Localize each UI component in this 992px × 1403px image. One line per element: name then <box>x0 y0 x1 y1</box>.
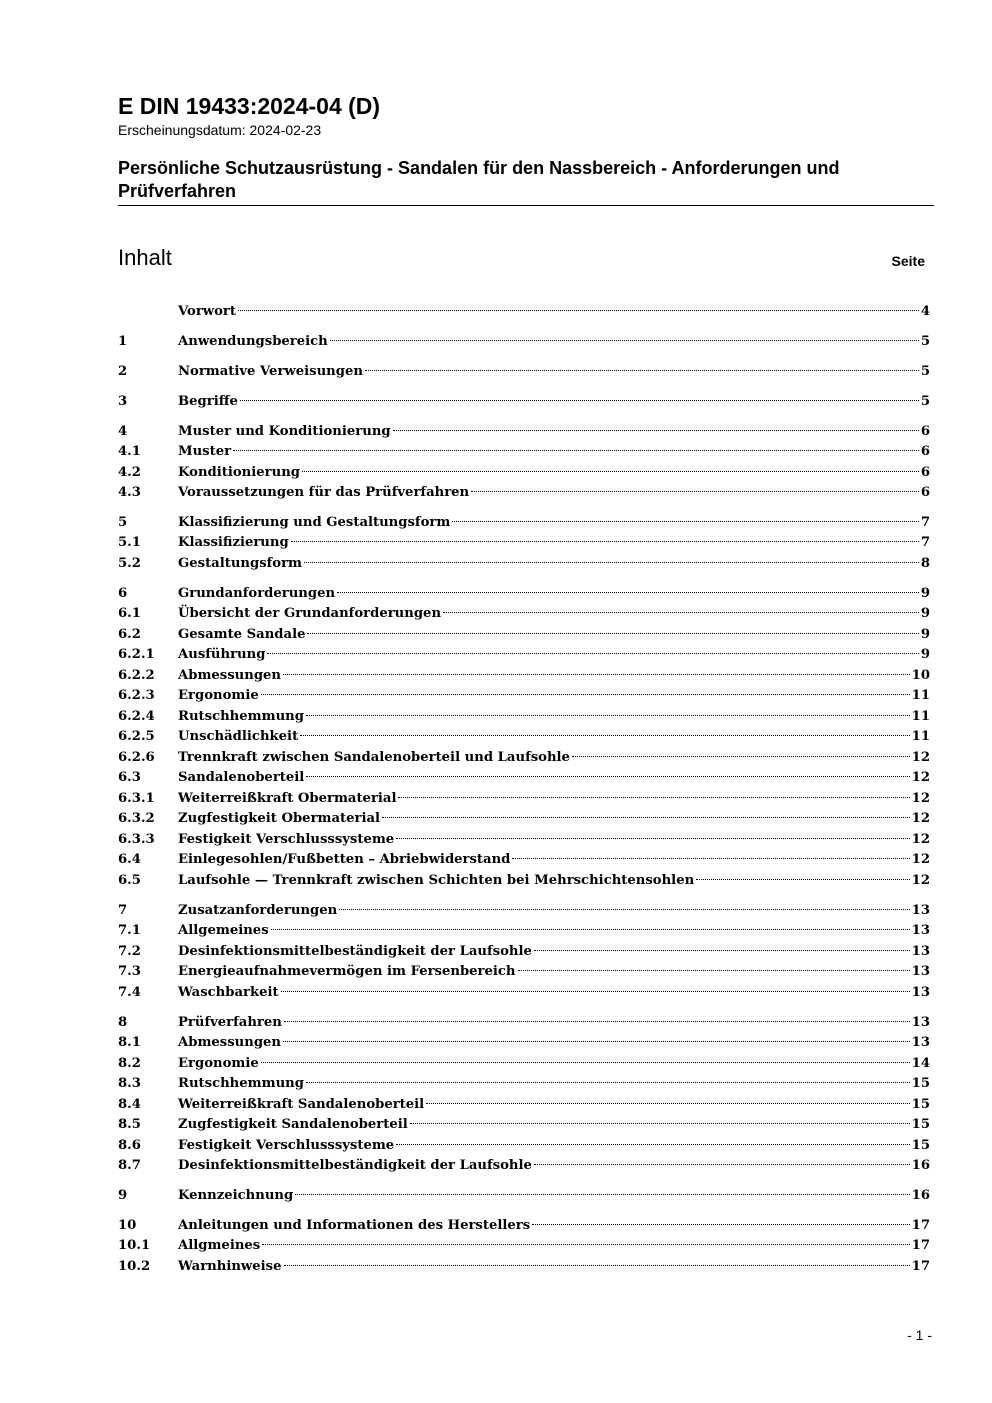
toc-entry-number: 6.3 <box>118 770 141 786</box>
toc-entry-number: 3 <box>118 393 128 409</box>
toc-entry-page: 7 <box>920 535 930 551</box>
toc-entry-title: Begriffe <box>178 393 238 409</box>
toc-entry-title: Vorwort <box>178 304 236 319</box>
toc-entry-title: Sandalenoberteil <box>178 770 305 786</box>
toc-entry-title: Zusatzanforderungen <box>178 902 338 918</box>
toc-dot-leader <box>284 1021 910 1022</box>
toc-entry-page: 6 <box>920 464 930 480</box>
toc-entry-title: Konditionierung <box>178 464 301 480</box>
toc-entry-number: 10.1 <box>118 1238 151 1254</box>
title-divider <box>118 205 934 206</box>
toc-dot-leader <box>262 1244 909 1245</box>
toc-entry-title: Allgemeines <box>178 923 269 939</box>
toc-entry-number: 6 <box>118 585 128 601</box>
toc-entry[interactable] <box>118 463 930 484</box>
toc-entry-title: Muster <box>178 444 232 460</box>
toc-entry[interactable] <box>118 422 930 443</box>
toc-entry-page: 16 <box>911 1188 930 1204</box>
toc-entry-number: 7 <box>118 902 128 918</box>
toc-entry-page: 5 <box>920 363 930 379</box>
toc-entry[interactable] <box>118 1236 930 1257</box>
toc-page-column-label: Seite <box>891 253 925 269</box>
toc-entry-number: 8.3 <box>118 1076 141 1092</box>
toc-dot-leader <box>534 1164 910 1165</box>
toc-entry[interactable] <box>118 1013 930 1034</box>
toc-entry-number: 6.2.2 <box>118 667 155 683</box>
toc-entry-page: 13 <box>911 964 930 980</box>
toc-entry-title: Klassifizierung <box>178 535 289 551</box>
toc-entry-page: 12 <box>911 872 930 888</box>
toc-dot-leader <box>471 491 919 492</box>
toc-dot-leader <box>426 1103 909 1104</box>
toc-dot-leader <box>396 838 909 839</box>
toc-entry-number: 6.2 <box>118 626 141 642</box>
toc-entry-number: 8.6 <box>118 1137 141 1153</box>
page-number: - 1 - <box>907 1327 932 1343</box>
toc-entry-number: 4.2 <box>118 464 141 480</box>
toc-entry-number: 7.2 <box>118 943 141 959</box>
toc-dot-leader <box>532 1224 910 1225</box>
toc-entry-number: 5 <box>118 514 128 530</box>
table-of-contents <box>118 302 930 1287</box>
toc-entry-number: 9 <box>118 1188 128 1204</box>
toc-entry-number: 8.4 <box>118 1096 141 1112</box>
toc-entry-number: 5.1 <box>118 535 141 551</box>
toc-entry[interactable] <box>118 666 930 687</box>
toc-entry-title: Unschädlichkeit <box>178 729 299 745</box>
toc-entry-page: 17 <box>911 1238 930 1254</box>
toc-entry-number: 1 <box>118 333 128 349</box>
document-id: E DIN 19433:2024-04 (D) <box>118 93 381 119</box>
toc-entry-page: 6 <box>920 444 930 460</box>
toc-entry-title: Ergonomie <box>178 1055 259 1071</box>
toc-entry-number: 6.2.3 <box>118 688 155 704</box>
toc-dot-leader <box>261 694 910 695</box>
toc-entry[interactable] <box>118 942 930 963</box>
toc-entry[interactable] <box>118 962 930 983</box>
toc-entry-page: 5 <box>920 393 930 409</box>
toc-entry[interactable] <box>118 686 930 707</box>
toc-dot-leader <box>283 1041 910 1042</box>
toc-entry-title: Laufsohle — Trennkraft zwischen Schichten bei Mehrschichtensohlen <box>178 872 695 888</box>
toc-entry-title: Voraussetzungen für das Prüfverfahren <box>178 485 470 501</box>
toc-entry-page: 8 <box>920 555 930 571</box>
toc-entry[interactable] <box>118 1186 930 1207</box>
toc-entry[interactable] <box>118 1156 930 1177</box>
toc-entry[interactable] <box>118 1257 930 1278</box>
toc-entry-page: 12 <box>911 811 930 827</box>
toc-entry-title: Prüfverfahren <box>178 1014 282 1030</box>
toc-dot-leader <box>240 400 919 401</box>
toc-dot-leader <box>306 776 909 777</box>
toc-entry[interactable] <box>118 442 930 463</box>
toc-dot-leader <box>396 1144 909 1145</box>
toc-entry[interactable] <box>118 983 930 1004</box>
toc-entry-page: 11 <box>911 688 930 704</box>
toc-entry-title: Anleitungen und Informationen des Herstellers <box>178 1217 531 1233</box>
toc-entry-page: 13 <box>911 923 930 939</box>
toc-group <box>118 1186 930 1207</box>
toc-dot-leader <box>452 521 919 522</box>
document-title: Persönliche Schutzausrüstung - Sandalen für den Nassbereich - Anforderungen und Prüfverfahren <box>118 158 840 201</box>
toc-dot-leader <box>398 797 909 798</box>
toc-dot-leader <box>307 633 918 634</box>
toc-entry-page: 11 <box>911 729 930 745</box>
toc-entry[interactable] <box>118 1095 930 1116</box>
publication-date: Erscheinungsdatum: 2024-02-23 <box>118 122 322 138</box>
toc-dot-leader <box>339 909 909 910</box>
toc-entry-title: Grundanforderungen <box>178 585 336 601</box>
toc-entry-number: 8.2 <box>118 1055 141 1071</box>
toc-dot-leader <box>300 735 909 736</box>
toc-entry-title: Normative Verweisungen <box>178 363 363 379</box>
toc-dot-leader <box>512 858 909 859</box>
toc-entry-title: Rutschhemmung <box>178 708 304 724</box>
toc-entry-page: 9 <box>920 647 930 663</box>
toc-dot-leader <box>261 1062 910 1063</box>
toc-entry-title: Einlegesohlen/Fußbetten – Abriebwiderstand <box>178 852 511 868</box>
toc-entry-number: 7.4 <box>118 984 141 1000</box>
toc-entry-title: Zugfestigkeit Obermaterial <box>178 811 381 827</box>
toc-entry-page: 9 <box>920 585 930 601</box>
toc-dot-leader <box>284 1265 910 1266</box>
toc-entry[interactable] <box>118 513 930 534</box>
toc-entry-title: Übersicht der Grundanforderungen <box>178 606 442 622</box>
toc-entry-number: 6.2.4 <box>118 708 155 724</box>
toc-entry[interactable] <box>118 707 930 728</box>
toc-group <box>118 302 930 323</box>
toc-entry-number: 6.3.2 <box>118 811 155 827</box>
toc-entry-title: Abmessungen <box>178 667 282 683</box>
toc-group <box>118 1216 930 1278</box>
toc-entry[interactable] <box>118 645 930 666</box>
toc-entry-page: 12 <box>911 749 930 765</box>
toc-entry-title: Warnhinweise <box>178 1258 282 1274</box>
toc-entry-number: 6.3.3 <box>118 831 155 847</box>
toc-group <box>118 332 930 353</box>
toc-entry-number: 10 <box>118 1217 137 1233</box>
toc-dot-leader <box>283 674 910 675</box>
toc-dot-leader <box>382 817 910 818</box>
toc-entry-page: 13 <box>911 984 930 1000</box>
toc-dot-leader <box>410 1123 910 1124</box>
toc-entry-title: Allgmeines <box>178 1238 261 1254</box>
toc-dot-leader <box>238 310 919 311</box>
toc-entry-number: 6.1 <box>118 606 141 622</box>
toc-entry[interactable] <box>118 533 930 554</box>
toc-entry-page: 15 <box>911 1076 930 1092</box>
toc-entry[interactable] <box>118 1054 930 1075</box>
toc-entry-title: Anwendungsbereich <box>178 333 328 349</box>
toc-entry[interactable] <box>118 830 930 851</box>
toc-entry-number: 4.1 <box>118 444 141 460</box>
toc-entry[interactable] <box>118 483 930 504</box>
toc-entry-number: 8.7 <box>118 1158 141 1174</box>
toc-entry[interactable] <box>118 921 930 942</box>
toc-entry-page: 5 <box>920 333 930 349</box>
toc-dot-leader <box>337 592 919 593</box>
toc-entry-number: 2 <box>118 363 128 379</box>
toc-entry-page: 9 <box>920 626 930 642</box>
toc-entry-title: Energieaufnahmevermögen im Fersenbereich <box>178 964 516 980</box>
toc-entry-number: 5.2 <box>118 555 141 571</box>
toc-entry-title: Gestaltungsform <box>178 555 303 571</box>
toc-entry-title: Ausführung <box>178 647 266 663</box>
toc-entry[interactable] <box>118 1136 930 1157</box>
toc-entry-page: 13 <box>911 1035 930 1051</box>
toc-entry-number: 6.2.6 <box>118 749 155 765</box>
toc-entry[interactable] <box>118 1216 930 1237</box>
toc-entry-number: 6.3.1 <box>118 790 155 806</box>
toc-dot-leader <box>696 879 909 880</box>
toc-entry-title: Gesamte Sandale <box>178 626 306 642</box>
toc-entry-page: 10 <box>911 667 930 683</box>
toc-entry-title: Weiterreißkraft Obermaterial <box>178 790 397 806</box>
toc-dot-leader <box>291 541 919 542</box>
toc-entry-title: Waschbarkeit <box>178 984 279 1000</box>
toc-heading: Inhalt <box>118 245 172 270</box>
toc-dot-leader <box>365 370 919 371</box>
toc-dot-leader <box>443 612 919 613</box>
toc-entry[interactable] <box>118 625 930 646</box>
toc-entry-number: 10.2 <box>118 1258 151 1274</box>
toc-entry[interactable] <box>118 362 930 383</box>
toc-entry[interactable] <box>118 1074 930 1095</box>
toc-entry[interactable] <box>118 850 930 871</box>
toc-entry-page: 12 <box>911 770 930 786</box>
toc-entry-title: Abmessungen <box>178 1035 282 1051</box>
toc-entry-page: 15 <box>911 1096 930 1112</box>
toc-entry-number: 8.1 <box>118 1035 141 1051</box>
toc-entry-title: Rutschhemmung <box>178 1076 304 1092</box>
toc-entry-number: 4.3 <box>118 485 141 501</box>
toc-entry-page: 13 <box>911 902 930 918</box>
toc-entry-page: 12 <box>911 852 930 868</box>
toc-dot-leader <box>518 970 910 971</box>
toc-dot-leader <box>281 991 910 992</box>
toc-entry-page: 12 <box>911 831 930 847</box>
toc-entry[interactable] <box>118 727 930 748</box>
toc-entry-page: 6 <box>920 423 930 439</box>
toc-entry[interactable] <box>118 332 930 353</box>
toc-entry-number: 6.5 <box>118 872 141 888</box>
toc-group <box>118 901 930 1004</box>
toc-dot-leader <box>572 756 910 757</box>
toc-entry[interactable] <box>118 392 930 413</box>
toc-entry-page: 4 <box>920 304 930 319</box>
toc-entry-number: 6.2.5 <box>118 729 155 745</box>
toc-group <box>118 362 930 383</box>
toc-entry[interactable] <box>118 1115 930 1136</box>
toc-entry-page: 11 <box>911 708 930 724</box>
toc-entry-page: 13 <box>911 943 930 959</box>
toc-entry-title: Trennkraft zwischen Sandalenoberteil und Laufsohle <box>178 749 570 765</box>
toc-dot-leader <box>306 715 910 716</box>
toc-entry-title: Desinfektionsmittelbeständigkeit der Laufsohle <box>178 1158 532 1174</box>
toc-dot-leader <box>304 562 919 563</box>
toc-entry-number: 7.3 <box>118 964 141 980</box>
toc-entry-title: Kennzeichnung <box>178 1188 294 1204</box>
toc-entry-page: 9 <box>920 606 930 622</box>
toc-group <box>118 422 930 504</box>
toc-group <box>118 1013 930 1177</box>
toc-entry[interactable] <box>118 809 930 830</box>
toc-entry-page: 14 <box>911 1055 930 1071</box>
toc-dot-leader <box>306 1082 910 1083</box>
toc-entry-page: 15 <box>911 1117 930 1133</box>
toc-dot-leader <box>233 450 919 451</box>
toc-entry[interactable] <box>118 789 930 810</box>
toc-entry[interactable] <box>118 1033 930 1054</box>
toc-entry-title: Weiterreißkraft Sandalenoberteil <box>178 1096 425 1112</box>
toc-dot-leader <box>330 340 919 341</box>
toc-entry-page: 13 <box>911 1014 930 1030</box>
toc-entry[interactable] <box>118 901 930 922</box>
toc-entry-page: 12 <box>911 790 930 806</box>
toc-dot-leader <box>271 929 910 930</box>
toc-entry-number: 8.5 <box>118 1117 141 1133</box>
toc-entry-title: Klassifizierung und Gestaltungsform <box>178 514 451 530</box>
toc-entry[interactable] <box>118 871 930 892</box>
toc-entry-number: 7.1 <box>118 923 141 939</box>
toc-dot-leader <box>393 430 919 431</box>
toc-entry-title: Festigkeit Verschlusssysteme <box>178 831 395 847</box>
toc-group <box>118 584 930 892</box>
toc-entry-page: 17 <box>911 1258 930 1274</box>
toc-entry-title: Muster und Konditionierung <box>178 423 391 439</box>
toc-entry-number: 4 <box>118 423 128 439</box>
toc-dot-leader <box>534 950 910 951</box>
toc-entry[interactable] <box>118 584 930 605</box>
toc-entry[interactable] <box>118 302 930 323</box>
toc-entry-number: 8 <box>118 1014 128 1030</box>
toc-entry-title: Festigkeit Verschlusssysteme <box>178 1137 395 1153</box>
toc-entry-title: Zugfestigkeit Sandalenoberteil <box>178 1117 408 1133</box>
toc-entry[interactable] <box>118 768 930 789</box>
toc-group <box>118 513 930 575</box>
toc-entry-page: 7 <box>920 514 930 530</box>
toc-entry[interactable] <box>118 604 930 625</box>
toc-entry[interactable] <box>118 554 930 575</box>
toc-group <box>118 392 930 413</box>
toc-entry-number: 6.2.1 <box>118 647 155 663</box>
toc-entry-page: 17 <box>911 1217 930 1233</box>
toc-entry-page: 16 <box>911 1158 930 1174</box>
toc-entry-title: Desinfektionsmittelbeständigkeit der Laufsohle <box>178 943 532 959</box>
toc-entry-title: Ergonomie <box>178 688 259 704</box>
toc-dot-leader <box>295 1194 909 1195</box>
toc-dot-leader <box>267 653 918 654</box>
toc-entry-number: 6.4 <box>118 852 141 868</box>
toc-entry-page: 6 <box>920 485 930 501</box>
toc-dot-leader <box>302 471 919 472</box>
toc-entry-page: 15 <box>911 1137 930 1153</box>
toc-entry[interactable] <box>118 748 930 769</box>
